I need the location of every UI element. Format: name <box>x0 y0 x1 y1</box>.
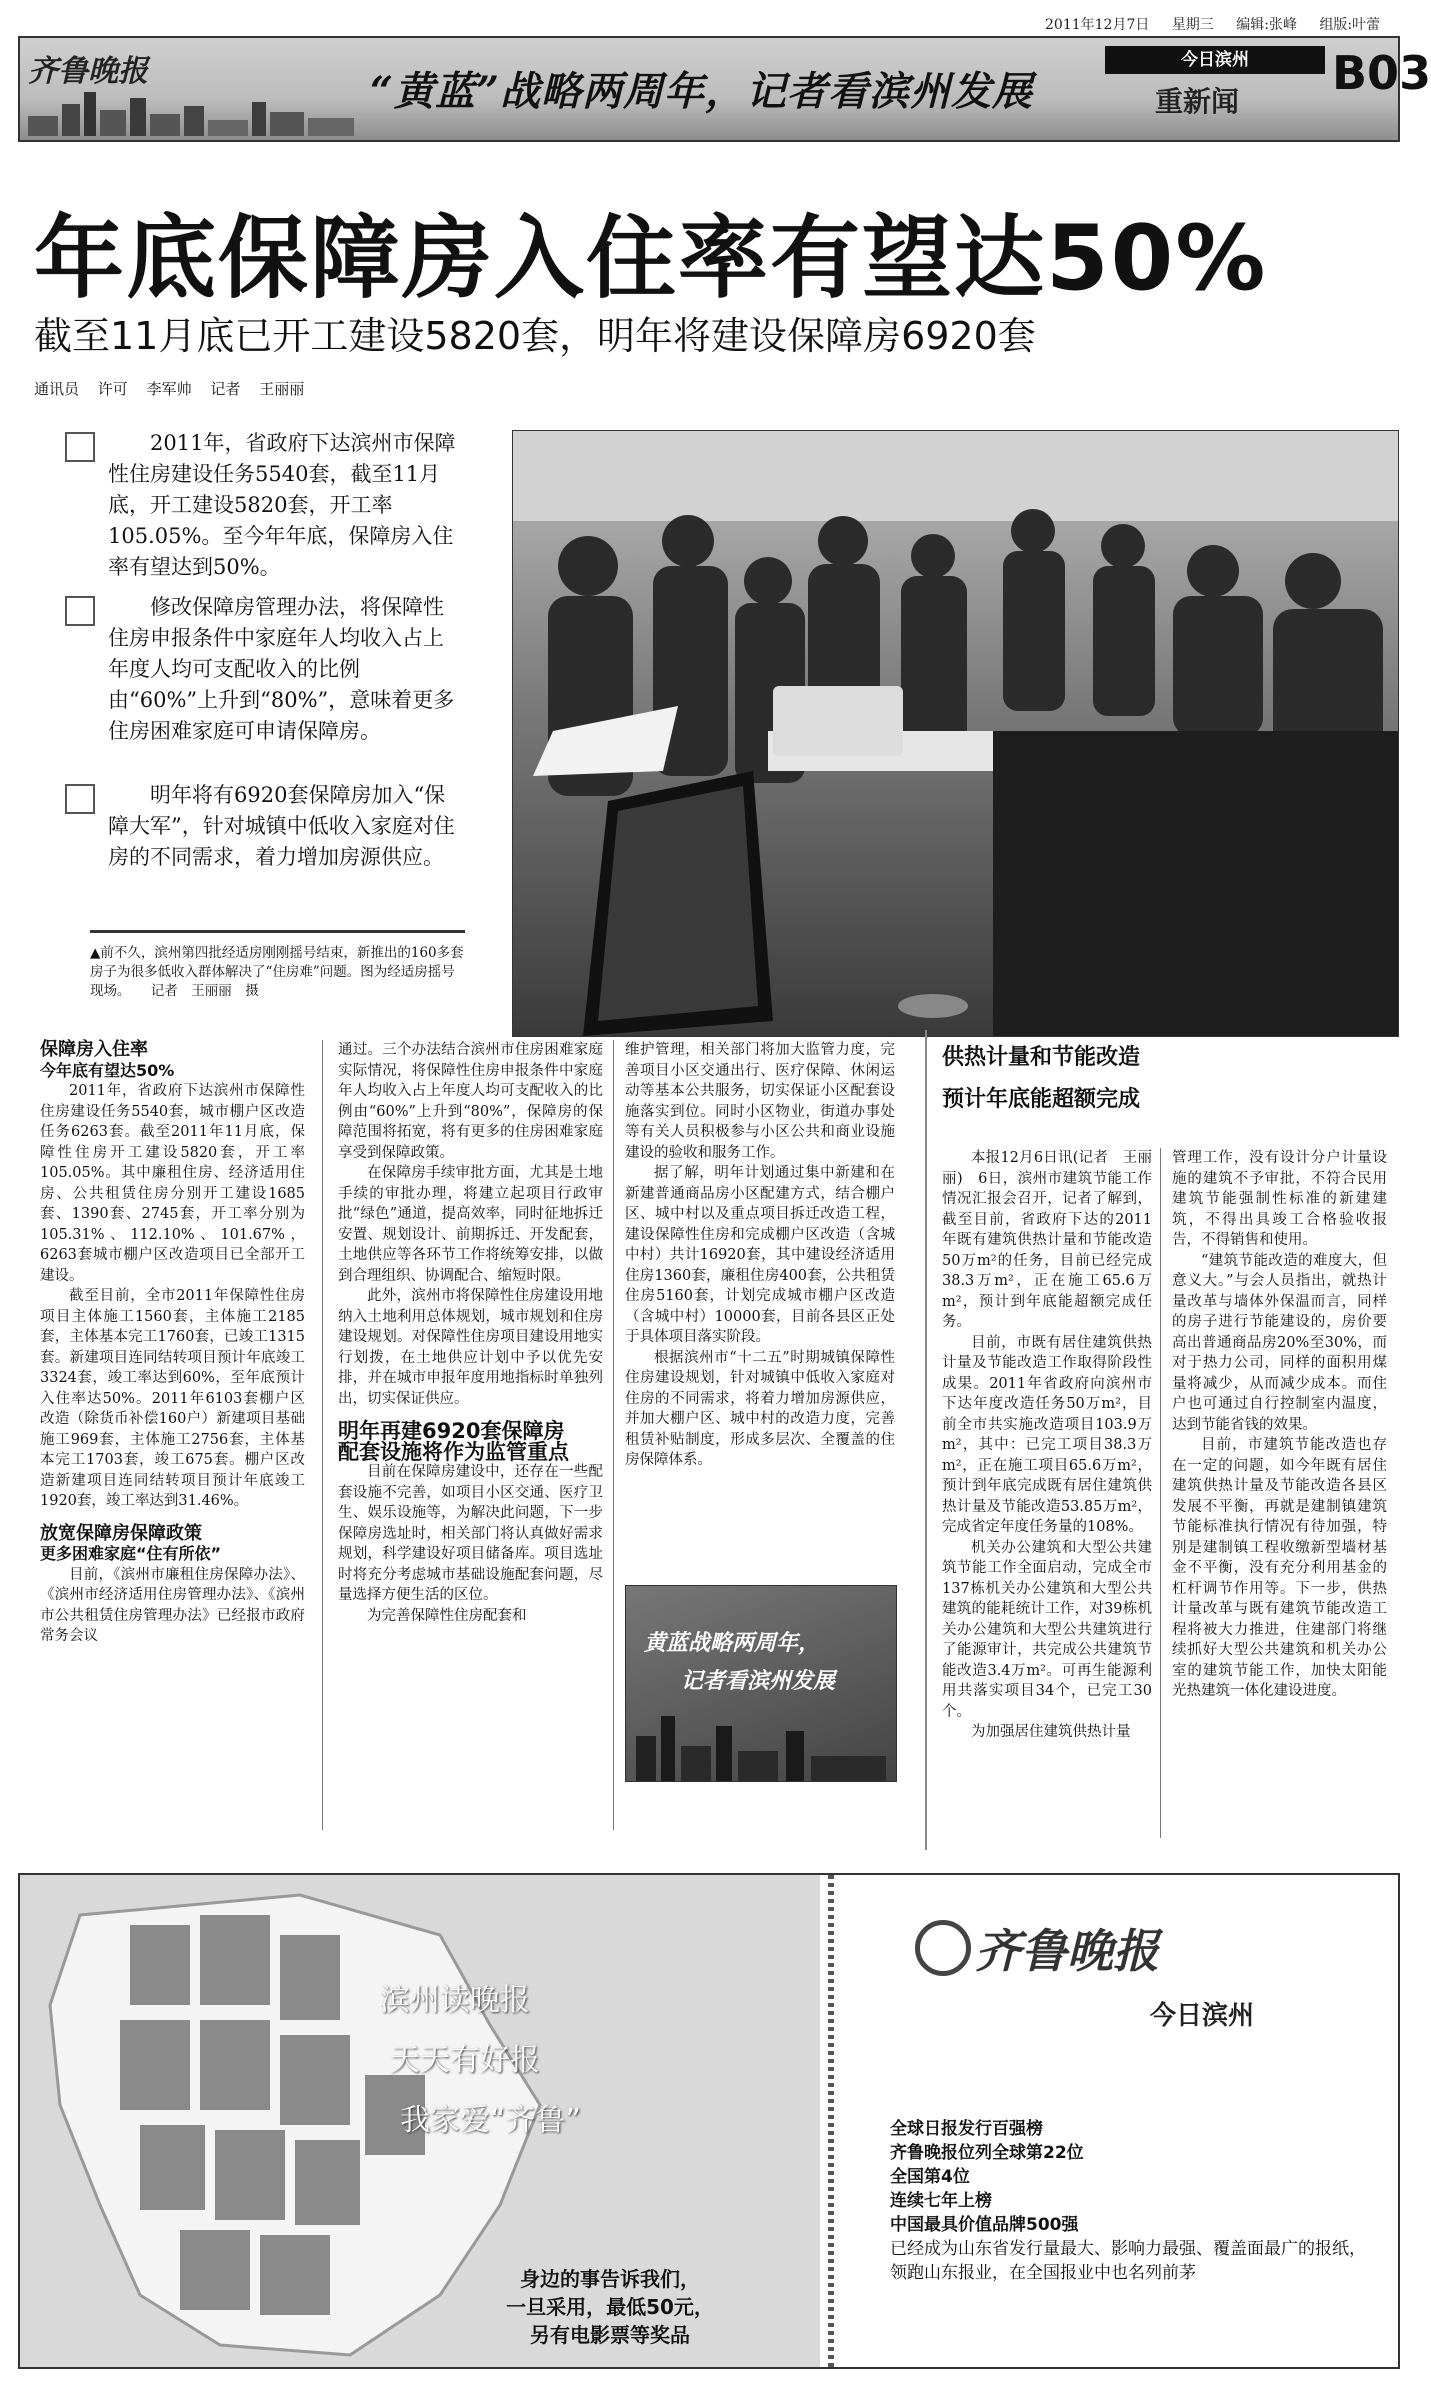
honors-list <box>890 2117 1366 2285</box>
paragraph: 为完善保障性住房配套和 <box>367 1607 527 1624</box>
column-divider <box>1160 1148 1161 1838</box>
paragraph: 在保障房手续审批方面，尤其是土地手续的审批办理，将建立起项目行政审批“绿色”通道，提高效率，同时征地拆迁安置、规划设计、前期拆迁、开发配套，土地供应等各环节工作将统筹安排，以做到合理组织、协调配合、缩短时限。 <box>338 1165 603 1284</box>
section-banner <box>18 36 1431 142</box>
honor-item: 已经成为山东省发行量最大、影响力最强、覆盖面最广的报纸， <box>890 2239 1366 2259</box>
caption-rule <box>90 930 465 933</box>
column-divider <box>322 1040 323 1830</box>
paragraph: “建筑节能改造的难度大，但意义大。”与会人员指出，就热计量改革与墙体外保温而言，同样的房子进行节能建设的，房价要高出普通商品房20%至30%，而对于热力公司，同样的面积用煤量将减少，从而减少成本。而住户也可通过自行控制室内温度，达到节能省钱的效果。 <box>1172 1252 1387 1433</box>
paragraph: 管理工作，没有设计分户计量设施的建筑不予审批，不符合民用建筑节能强制性标准的新建建筑，不得出具竣工合格验收报告，不得销售和使用。 <box>1172 1150 1387 1248</box>
newspaper-logo: 齐鲁晚报 <box>28 54 148 89</box>
section-subheading: 更多困难家庭“住有所依” <box>40 1544 222 1563</box>
lead-point: 2011年，省政府下达滨州市保障性住房建设任务5540套，截至11月底，开工建设5820套，开工率105.05%。至今年年底，保障房入住率有望达到50%。 <box>108 431 456 579</box>
paragraph: 目前，《滨州市廉租住房保障办法》、《滨州市经济适用住房管理办法》、《滨州市公共租赁住房管理办法》已经报市政府常务会议 <box>40 1566 305 1644</box>
paragraph: 根据滨州市“十二五”时期城镇保障性住房建设规划，针对城镇中低收入家庭对住房的不同需求，将着力增加房源供应，并加大棚户区、城中村的改造力度，完善租赁补贴制度，形成多层次、全覆盖的住房保障体系。 <box>625 1349 895 1468</box>
sidebar-article <box>925 1030 1397 1850</box>
paragraph: 机关办公建筑和大型公共建筑节能工作全面启动，完成全市137栋机关办公建筑和大型公共建筑的能耗统计工作，对39栋机关办公建筑和大型公共建筑进行了能源审计，共完成公共建筑节能改造3.4万m²。可再生能源利用共落实项目34个，已完工30个。 <box>942 1539 1152 1720</box>
sidebar-title: 供热计量和节能改造 <box>942 1045 1141 1070</box>
paragraph: 本报12月6日讯(记者 王丽丽) 6日，滨州市建筑节能工作情况汇报会召开，记者了解到，截至目前，省政府下达的2011年既有建筑供热计量和节能改造50万m²的任务，目前已经完成38.3万m²，正在施工65.6万m²，预计到年底能超额完成任务。 <box>942 1150 1152 1330</box>
ad-prize-line: 一旦采用，最低50元， <box>506 2295 714 2319</box>
paragraph: 目前，市既有居住建筑供热计量及节能改造工作取得阶段性成果。2011年省政府向滨州市下达年度改造任务50万m²，目前全市共实施改造项目103.9万m²，其中：已完工项目38.3万m²，正在施工项目65.6万m²，预计到年底完成既有居住建筑供热计量及节能改造53.85万m²，完成省定年度任务量的108%。 <box>942 1334 1152 1535</box>
paragraph: 截至目前，全市2011年保障性住房项目主体施工1560套，主体施工2185套，主体基本完工1760套，已竣工1315套。新建项目连同结转项目预计年底竣工3324套，竣工率达到60%，至年底预计入住率达50%。2011年6103套棚户区改造（除货币补偿160户）新建项目基础施工969套，主体施工2756套，主体基本完工1703套，竣工675套。棚户区改造新建项目连同结转项目预计年底竣工1920套，竣工率达到31.46%。 <box>40 1288 305 1509</box>
section-heading: 明年再建6920套保障房 <box>338 1419 565 1443</box>
campaign-inset <box>625 1585 897 1782</box>
brand-circle-icon <box>915 1920 971 1976</box>
layout-editor: 组版:叶蕾 <box>1319 17 1381 33</box>
section-heading: 配套设施将作为监管重点 <box>338 1439 569 1464</box>
section-heading: 保障房入住率 <box>40 1039 148 1060</box>
paragraph: 为加强居住建筑供热计量 <box>971 1724 1131 1740</box>
inset-line: 黄蓝战略两周年， <box>644 1630 821 1656</box>
column-divider <box>613 1040 614 1830</box>
ad-logo: 齐鲁晚报 <box>975 1924 1159 1978</box>
byline-name: 李军帅 <box>146 380 192 398</box>
inset-line: 记者看滨州发展 <box>681 1668 836 1694</box>
sidebar-column-1 <box>942 1148 1152 1743</box>
city-skyline-icon <box>28 86 358 136</box>
page-meta <box>1045 14 1398 34</box>
lead-point: 修改保障房管理办法，将保障性住房申报条件中家庭年人均收入占上年度人均可支配收入的比例由“60%”上升到“80%”，意味着更多住房困难家庭可申请保障房。 <box>108 595 455 743</box>
news-badge: 重新闻 <box>1155 85 1240 118</box>
ad-slogan-line: 滨州读晚报 <box>380 1983 530 2018</box>
ad-section: 今日滨州 <box>1150 2001 1255 2031</box>
paragraph: 目前在保障房建设中，还存在一些配套设施不完善，如项目小区交通、医疗卫生、娱乐设施等，为解决此问题，下一步保障房选址时，相关部门将认真做好需求规划，科学建设好项目储备库。项目选址时将充分考虑城市基础设施配套问题，尽量选择方便生活的区位。 <box>338 1464 603 1603</box>
honor-item: 连续七年上榜 <box>890 2191 992 2211</box>
lead-point: 明年将有6920套保障房加入“保障大军”，针对城镇中低收入家庭对住房的不同需求，着力增加房源供应。 <box>108 783 455 869</box>
paragraph: 通过。三个办法结合滨州市住房困难家庭实际情况，将保障性住房申报条件中家庭年人均收入占上年度人均可支配收入的比例由“60%”上升到“80%”，保障房的保障范围将拓宽，将有更多的住房困难家庭享受到保障政策。 <box>338 1042 603 1161</box>
page-number: B03 <box>1332 46 1431 100</box>
bullet-box-icon <box>65 596 95 626</box>
paragraph: 目前，市建筑节能改造也存在一定的问题，如今年既有居住建筑供热计量及节能改造各县区发展不平衡，再就是建制镇建筑节能标准执行情况有待加强，特别是建制镇工程收缴新型墙材基金不平衡，没有充分利用基金的杠杆调节作用等。下一步，供热计量改革与既有建筑节能改造工程将被大力推进，住建部门将继续抓好大型公共建筑和机关办公室的建筑节能工作，加快太阳能光热建筑一体化建设进度。 <box>1172 1437 1387 1699</box>
ad-prize <box>460 2265 760 2349</box>
headline: 年底保障房入住率有望达50% <box>34 206 1268 311</box>
paragraph: 2011年，省政府下达滨州市保障性住房建设任务5540套，城市棚户区改造任务6263套。截至2011年11月底，保障性住房开工建设5820套，开工率105.05%。其中廉租住房、经济适用住房、公共租赁住房分别开工建设1685套、1390套、2745套，开工率分别为105.31%、112.10%、101.67%，6263套城市棚户区改造项目已全部开工建设。 <box>40 1083 305 1284</box>
paragraph: 维护管理，相关部门将加大监管力度，完善项目小区交通出行、医疗保障、休闲运动等基本公共服务，切实保证小区配套设施落实到位。同时小区物业，街道办事处等有关人员积极参与小区公共和商业设施建设的验收和服务工作。 <box>625 1042 895 1161</box>
issue-weekday: 星期三 <box>1171 17 1214 33</box>
honor-item: 全球日报发行百强榜 <box>890 2119 1043 2139</box>
banner-slogan: “黄蓝”战略两周年，记者看滨州发展 <box>370 68 1034 115</box>
honor-item: 全国第4位 <box>890 2167 970 2187</box>
sidebar-column-2 <box>1172 1148 1387 1702</box>
ad-map-panel <box>20 1875 820 2367</box>
byline-name: 许可 <box>97 380 128 398</box>
ad-slogan-line: 我家爱“齐鲁” <box>400 2103 582 2138</box>
article-column-2 <box>338 1040 603 1626</box>
ad-brand-panel <box>840 1875 1398 2367</box>
article-column-1 <box>40 1040 305 1647</box>
subheadline: 截至11月底已开工建设5820套，明年将建设保障房6920套 <box>34 314 1036 358</box>
byline-name: 王丽丽 <box>259 380 305 398</box>
ad-prize-line: 另有电影票等奖品 <box>530 2323 690 2347</box>
advertisement <box>18 1873 1400 2369</box>
paragraph: 据了解，明年计划通过集中新建和在新建普通商品房小区配建方式，结合棚户区、城中村以及重点项目拆迁改造工程，建设保障性住房和完成棚户区改造（含城中村）共计16920套，其中建设经济适用住房1360套，廉租住房400套，公共租赁住房5160套，计划完成城市棚户区改造（含城中村）10000套，目前各县区正处于具体项目落实阶段。 <box>625 1165 895 1345</box>
article-column-3 <box>625 1040 895 1471</box>
sidebar-subtitle: 预计年底能超额完成 <box>942 1087 1141 1112</box>
paragraph: 此外，滨州市将保障性住房建设用地纳入土地利用总体规划，城市规划和住房建设规划。对保障性住房项目建设用地实行划拨，在土地供应计划中予以优先安排，并在城市申报年度用地指标时单独列出，切实保证供应。 <box>338 1288 603 1407</box>
skyline-icon <box>626 1696 896 1781</box>
ad-prize-line: 身边的事告诉我们， <box>520 2267 700 2291</box>
byline <box>34 378 318 399</box>
ad-divider <box>828 1875 834 2367</box>
honor-item: 齐鲁晚报位列全球第22位 <box>890 2143 1084 2163</box>
section-heading: 放宽保障房保障政策 <box>40 1522 202 1544</box>
section-label: 今日滨州 <box>1105 46 1325 74</box>
photo-caption: ▲前不久，滨州第四批经适房刚刚摇号结束，新推出的160多套房子为很多低收入群体解决了“住房难”问题。图为经适房摇号现场。 记者 王丽丽 摄 <box>90 945 464 999</box>
news-photo <box>512 430 1399 1037</box>
section-subheading: 今年底有望达50% <box>40 1060 175 1080</box>
ad-slogan-line: 天天有好报 <box>390 2043 540 2078</box>
editor: 编辑:张峰 <box>1236 17 1297 33</box>
honor-item: 领跑山东报业，在全国报业中也名列前茅 <box>890 2263 1196 2283</box>
byline-role: 通讯员 <box>34 380 80 398</box>
honor-item: 中国最具价值品牌500强 <box>890 2215 1079 2235</box>
bullet-box-icon <box>65 432 95 462</box>
bullet-box-icon <box>65 784 95 814</box>
byline-role: 记者 <box>210 380 241 398</box>
issue-date: 2011年12月7日 <box>1045 17 1150 33</box>
